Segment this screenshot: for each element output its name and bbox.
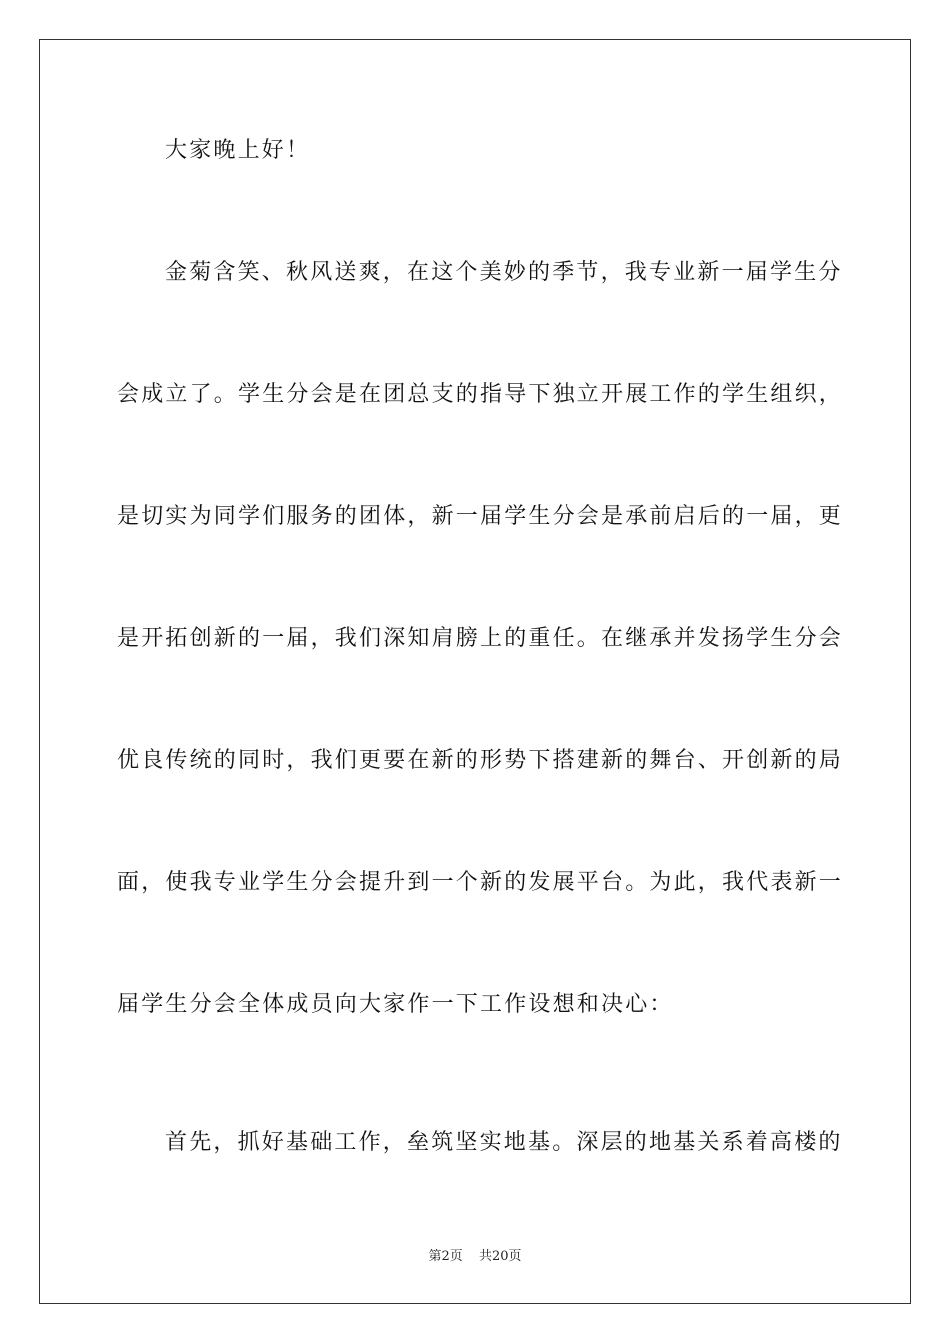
- page-footer: [0, 1248, 950, 1266]
- paragraph-line-8: 首先，抓好基础工作，垒筑坚实地基。深层的地基关系着高楼的: [165, 1130, 843, 1155]
- page-frame: [39, 39, 911, 1304]
- paragraph-line-1: 金菊含笑、秋风送爽，在这个美妙的季节，我专业新一届学生分: [165, 260, 843, 285]
- paragraph-line-7: 届学生分会全体成员向大家作一下工作设想和决心：: [117, 992, 674, 1017]
- page-total: 共20页: [478, 1249, 522, 1264]
- paragraph-line-2: 会成立了。学生分会是在团总支的指导下独立开展工作的学生组织，: [117, 382, 844, 407]
- paragraph-line-4: 是开拓创新的一届，我们深知肩膀上的重任。在继承并发扬学生分会: [117, 626, 844, 651]
- paragraph-line-3: 是切实为同学们服务的团体，新一届学生分会是承前启后的一届，更: [117, 504, 844, 529]
- paragraph-line-6: 面，使我专业学生分会提升到一个新的发展平台。为此，我代表新一: [117, 870, 844, 895]
- page-number: 第2页: [428, 1249, 463, 1264]
- greeting-line: 大家晚上好！: [165, 138, 311, 163]
- paragraph-line-5: 优良传统的同时，我们更要在新的形势下搭建新的舞台、开创新的局: [117, 748, 844, 773]
